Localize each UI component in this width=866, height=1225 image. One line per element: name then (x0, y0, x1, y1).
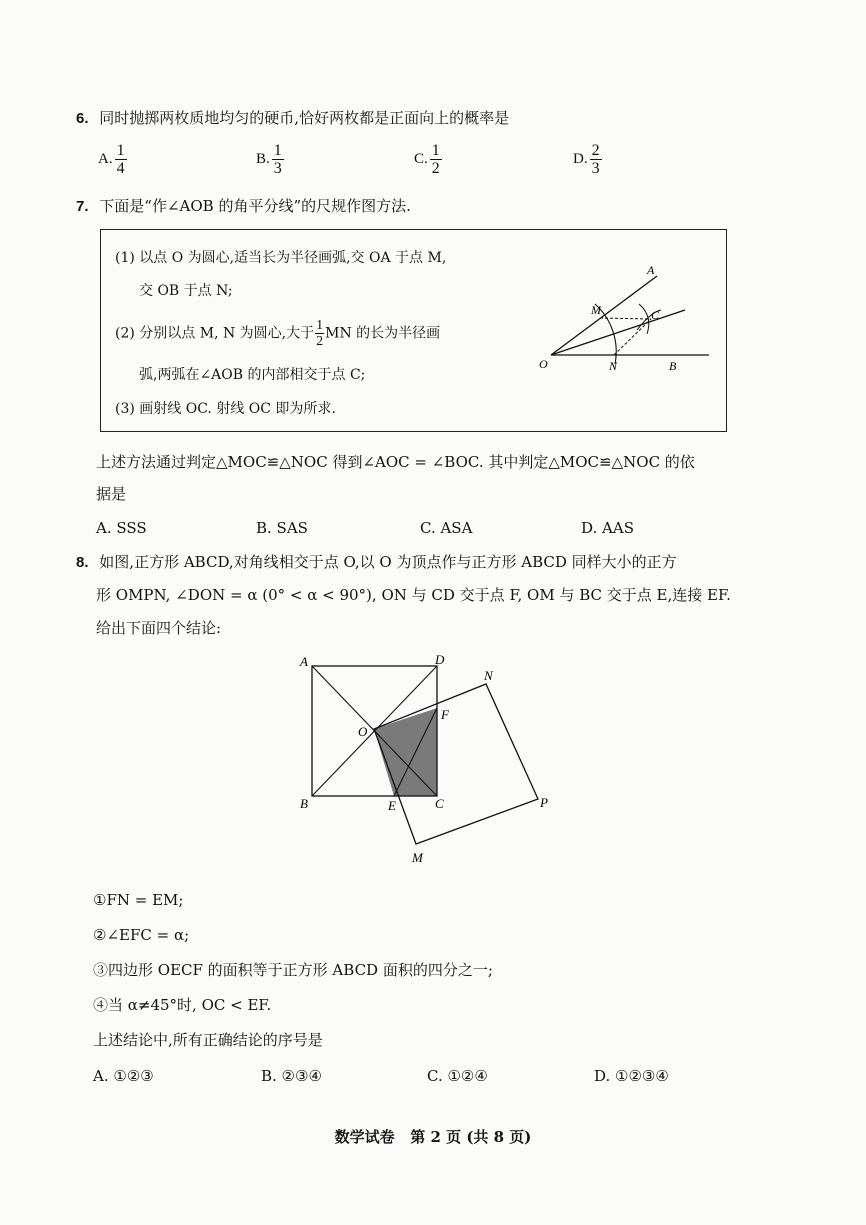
q8-conclusion-4: ④当 α≠45°时, OC < EF. (93, 996, 272, 1014)
q8-option-a[interactable]: A. ①②③ (93, 1067, 154, 1085)
label-m: M (591, 303, 601, 317)
label-c: C (435, 796, 444, 811)
q8-stem-row1 (76, 552, 677, 573)
q7-step3: (3) 画射线 OC. 射线 OC 即为所求. (115, 401, 336, 417)
label-a: A (647, 263, 655, 277)
q7-stem: 下面是“作∠AOB 的角平分线”的尺规作图方法. (99, 197, 411, 215)
q7-number: 7. (76, 198, 89, 215)
q8-number: 8. (76, 554, 89, 571)
q8-question: 上述结论中,所有正确结论的序号是 (93, 1031, 323, 1049)
option-letter: C. (414, 151, 428, 167)
q7-option-a[interactable]: A. SSS (96, 519, 147, 537)
label-m: M (412, 850, 423, 865)
q7-step1-line1: (1) 以点 O 为圆心,适当长为半径画弧,交 OA 于点 M, (115, 250, 447, 266)
ray-oa (551, 276, 657, 355)
fraction-denominator: 2 (316, 334, 324, 349)
option-fraction (115, 142, 127, 177)
q8-stem-line3: 给出下面四个结论: (96, 619, 222, 637)
q8-square-figure (290, 650, 570, 870)
q7-angle-bisector-figure (529, 252, 709, 382)
q8-stem-line1: 如图,正方形 ABCD,对角线相交于点 O,以 O 为顶点作与正方形 ABCD 同样大小的正方 (99, 553, 677, 571)
q7-step2-line2: 弧,两弧在∠AOB 的内部相交于点 C; (139, 367, 366, 383)
label-o: O (358, 724, 368, 739)
segment-nc (614, 319, 651, 355)
page-footer: 数学试卷 第 2 页 (共 8 页) (334, 1128, 532, 1146)
option-letter: B. (256, 151, 270, 167)
q7-option-b[interactable]: B. SAS (256, 519, 308, 537)
label-b: B (669, 359, 677, 373)
label-a: A (300, 654, 308, 669)
fraction-numerator: 1 (273, 142, 282, 159)
q6-option-b[interactable] (256, 142, 284, 177)
fraction-denominator: 3 (591, 160, 600, 177)
q7-stem-row (76, 196, 411, 217)
q8-conclusion-3: ③四边形 OECF 的面积等于正方形 ABCD 面积的四分之一; (93, 961, 493, 979)
label-o: O (539, 357, 548, 371)
q8-option-c[interactable]: C. ①②④ (427, 1067, 488, 1085)
option-letter: D. (573, 151, 588, 167)
q7-option-d[interactable]: D. AAS (581, 519, 634, 537)
q6-option-c[interactable] (414, 142, 442, 177)
q8-option-d[interactable]: D. ①②③④ (594, 1067, 669, 1085)
option-fraction (272, 142, 284, 177)
option-letter: A. (98, 151, 113, 167)
q7-analysis-line1: 上述方法通过判定△MOC≌△NOC 得到∠AOC = ∠BOC. 其中判定△MOC≌△NOC 的依 (96, 453, 695, 471)
ray-oc (551, 310, 685, 355)
q8-stem-line2: 形 OMPN, ∠DON = α (0° < α < 90°), ON 与 CD 交于点 F, OM 与 BC 交于点 E,连接 EF. (96, 586, 731, 604)
half-fraction (315, 318, 324, 349)
q6-option-d[interactable] (573, 142, 602, 177)
q6-stem: 同时抛掷两枚质地均匀的硬币,恰好两枚都是正面向上的概率是 (99, 109, 510, 127)
fraction-denominator: 2 (431, 160, 440, 177)
fraction-numerator: 1 (431, 142, 440, 159)
label-b: B (300, 796, 308, 811)
label-n: N (609, 359, 618, 373)
q7-option-c[interactable]: C. ASA (420, 519, 473, 537)
q6-option-a[interactable] (98, 142, 127, 177)
fraction-numerator: 1 (316, 318, 324, 333)
q8-conclusion-2: ②∠EFC = α; (93, 926, 190, 944)
fraction-numerator: 1 (116, 142, 125, 159)
q7-step1-line2: 交 OB 于点 N; (139, 283, 233, 299)
q8-conclusion-1: ①FN = EM; (93, 891, 184, 909)
fraction-numerator: 2 (591, 142, 600, 159)
label-n: N (484, 668, 493, 683)
label-c: C (651, 308, 660, 322)
fraction-denominator: 3 (273, 160, 282, 177)
label-d: D (435, 652, 445, 667)
q7-step2-line1 (115, 318, 440, 349)
q6-number: 6. (76, 110, 89, 127)
step2-text-pre: (2) 分别以点 M, N 为圆心,大于 (115, 325, 315, 342)
label-f: F (441, 707, 449, 722)
option-fraction (430, 142, 442, 177)
option-fraction (590, 142, 602, 177)
q7-construction-box (100, 229, 727, 432)
label-e: E (388, 798, 396, 813)
q6-stem-row (76, 108, 509, 129)
fraction-denominator: 4 (116, 160, 125, 177)
q7-analysis-line2: 据是 (96, 485, 127, 503)
label-p: P (540, 795, 548, 810)
q8-option-b[interactable]: B. ②③④ (261, 1067, 322, 1085)
step2-text-post: MN 的长为半径画 (325, 325, 441, 342)
